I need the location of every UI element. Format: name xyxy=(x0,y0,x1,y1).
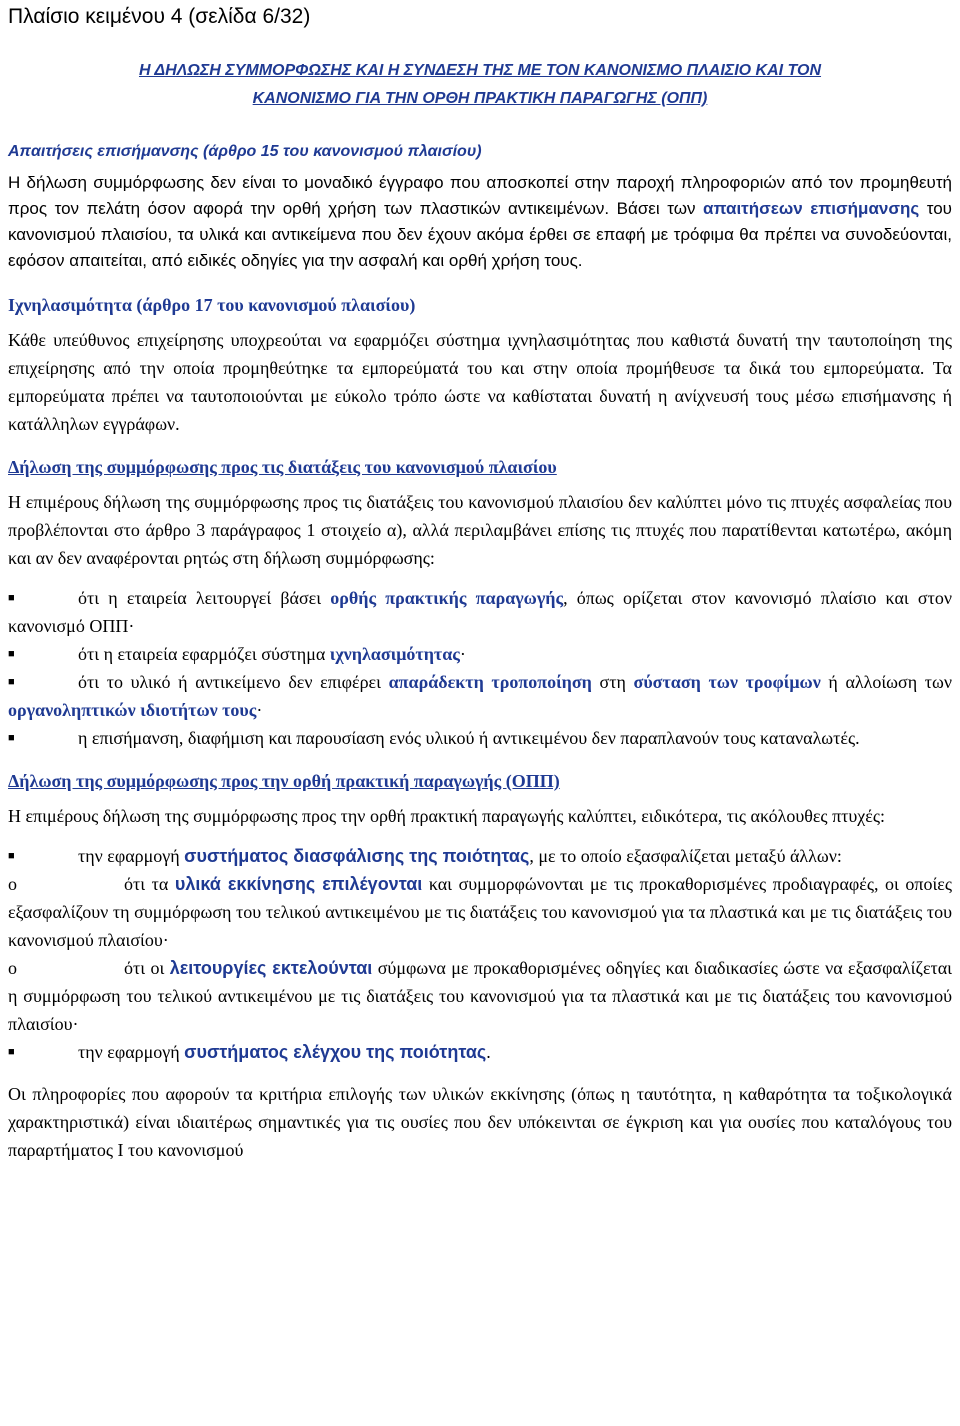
labelling-text-a: Η δήλωση συμμόρφωσης δεν είναι το μοναδικό έγγραφο που αποσκοπεί στην παροχή πληροφοριών από τον προμηθευτή προς τον πελάτη όσον αφορά την ορθή χρήση των πλαστικών αντικειμένων. Βάσει των xyxy=(8,173,952,218)
labelling-paragraph xyxy=(8,170,952,274)
list-item: ■ ότι η εταιρεία εφαρμόζει σύστημα ιχνηλασιμότητας· xyxy=(8,640,952,668)
square-bullet-icon: ■ xyxy=(8,850,15,862)
main-heading xyxy=(8,57,952,113)
list-item: ■ ότι το υλικό ή αντικείμενο δεν επιφέρει απαράδεκτη τροποποίηση στη σύσταση των τροφίμων ή αλλοίωση των οργανοληπτικών ιδιοτήτων τους· xyxy=(8,668,952,724)
circle-bullet-icon: o xyxy=(8,874,17,894)
box-title: Πλαίσιο κειμένου 4 (σελίδα 6/32) xyxy=(8,5,311,28)
main-heading-line-1: Η ΔΗΛΩΣΗ ΣΥΜΜΟΡΦΩΣΗΣ ΚΑΙ Η ΣΥΝΔΕΣΗ ΤΗΣ ΜΕ ΤΟΝ ΚΑΝΟΝΙΣΜΟ ΠΛΑΙΣΙΟ ΚΑΙ ΤΟΝ xyxy=(138,62,822,79)
labelling-text-b: του κανονισμού πλαισίου, τα υλικά και αντικείμενα που δεν έχουν ακόμα έρθει σε επαφή με τρόφιμα θα πρέπει να συνοδεύονται, εφόσον απαιτείται, από ειδικές οδηγίες για την ασφαλή και ορθή χρήση τους. xyxy=(8,199,952,270)
main-heading-line-2: ΚΑΝΟΝΙΣΜΟ ΓΙΑ ΤΗΝ ΟΡΘΗ ΠΡΑΚΤΙΚΗ ΠΑΡΑΓΩΓΗΣ (ΟΠΠ) xyxy=(252,90,708,107)
list-item: ■ ότι η εταιρεία λειτουργεί βάσει ορθής πρακτικής παραγωγής, όπως ορίζεται στον κανονισμό πλαίσιο και στον κανονισμό ΟΠΠ· xyxy=(8,584,952,640)
framework-compliance-paragraph: Η επιμέρους δήλωση της συμμόρφωσης προς τις διατάξεις του κανονισμού πλαισίου δεν καλύπτει μόνο τις πτυχές ασφαλείας που προβλέπονται στο άρθρο 3 παράγραφος 1 στοιχείο α), αλλά περιλαμβάνει επίσης τις πτυχές που παρατίθενται κατωτέρω, ακόμη και αν δεν αναφέρονται ρητώς στη δήλωση συμμόρφωσης: xyxy=(8,492,952,568)
gmp-compliance-paragraph: Η επιμέρους δήλωση της συμμόρφωσης προς την ορθή πρακτική παραγωγής καλύπτει, ειδικότερα, τις ακόλουθες πτυχές: xyxy=(8,806,885,826)
traceability-paragraph: Κάθε υπεύθυνος επιχείρησης υποχρεούται να εφαρμόζει σύστημα ιχνηλασιμότητας που καθιστά δυνατή την ταυτοποίηση της επιχείρησης από την οποία προμηθεύτηκε τα εμπορεύματά του και στην οποία προμήθευσε τα δικά του εμπορεύματα. Τα εμπορεύματα πρέπει να ταυτοποιούνται με εύκολο τρόπο ώστε να καθίσταται δυνατή η ανίχνευσή τους μέσω επισήμανσης ή κατάλληλων εγγράφων. xyxy=(8,330,952,434)
gmp-compliance-heading: Δήλωση της συμμόρφωσης προς την ορθή πρακτική παραγωγής (ΟΠΠ) xyxy=(8,771,560,791)
square-bullet-icon: ■ xyxy=(8,732,15,744)
labelling-requirements-bold: απαιτήσεων επισήμανσης xyxy=(703,199,920,218)
list-item: o ότι οι λειτουργίες εκτελούνται σύμφωνα με προκαθορισμένες οδηγίες και διαδικασίες ώστε να εξασφαλίζεται η συμμόρφωση του τελικού αντικειμένου με τις διατάξεις του κανονισμού για τα πλαστικά και με τις διατάξεις του κανονισμού πλαισίου· xyxy=(8,954,952,1038)
list-item: ■ την εφαρμογή συστήματος ελέγχου της ποιότητας. xyxy=(8,1038,952,1066)
list-item: o ότι τα υλικά εκκίνησης επιλέγονται και συμμορφώνονται με τις προκαθορισμένες προδιαγραφές, οι οποίες εξασφαλίζουν τη συμμόρφωση του τελικού αντικειμένου με τις διατάξεις του κανονισμού για τα πλαστικά και με τις διατάξεις του κανονισμού πλαισίου· xyxy=(8,870,952,954)
circle-bullet-icon: o xyxy=(8,958,17,978)
gmp-final-paragraph: Οι πληροφορίες που αφορούν τα κριτήρια επιλογής των υλικών εκκίνησης (όπως η ταυτότητα, η καθαρότητα τα τοξικολογικά χαρακτηριστικά) είναι ιδιαιτέρως σημαντικές για τις ουσίες που δεν υπόκεινται σε έγκριση και για ουσίες που καταλόγους του παραρτήματος I του κανονισμού xyxy=(8,1084,952,1160)
labelling-heading: Απαιτήσεις επισήμανσης (άρθρο 15 του κανονισμού πλαισίου) xyxy=(8,143,482,160)
traceability-heading: Ιχνηλασιμότητα (άρθρο 17 του κανονισμού πλαισίου) xyxy=(8,295,416,315)
square-bullet-icon: ■ xyxy=(8,676,15,688)
square-bullet-icon: ■ xyxy=(8,592,15,604)
list-item: ■ την εφαρμογή συστήματος διασφάλισης της ποιότητας, με το οποίο εξασφαλίζεται μεταξύ άλλων: xyxy=(8,842,952,870)
list-item: ■ η επισήμανση, διαφήμιση και παρουσίαση ενός υλικού ή αντικειμένου δεν παραπλανούν τους καταναλωτές. xyxy=(8,724,952,752)
square-bullet-icon: ■ xyxy=(8,1046,15,1058)
framework-compliance-heading: Δήλωση της συμμόρφωσης προς τις διατάξεις του κανονισμού πλαισίου xyxy=(8,457,557,477)
square-bullet-icon: ■ xyxy=(8,648,15,660)
